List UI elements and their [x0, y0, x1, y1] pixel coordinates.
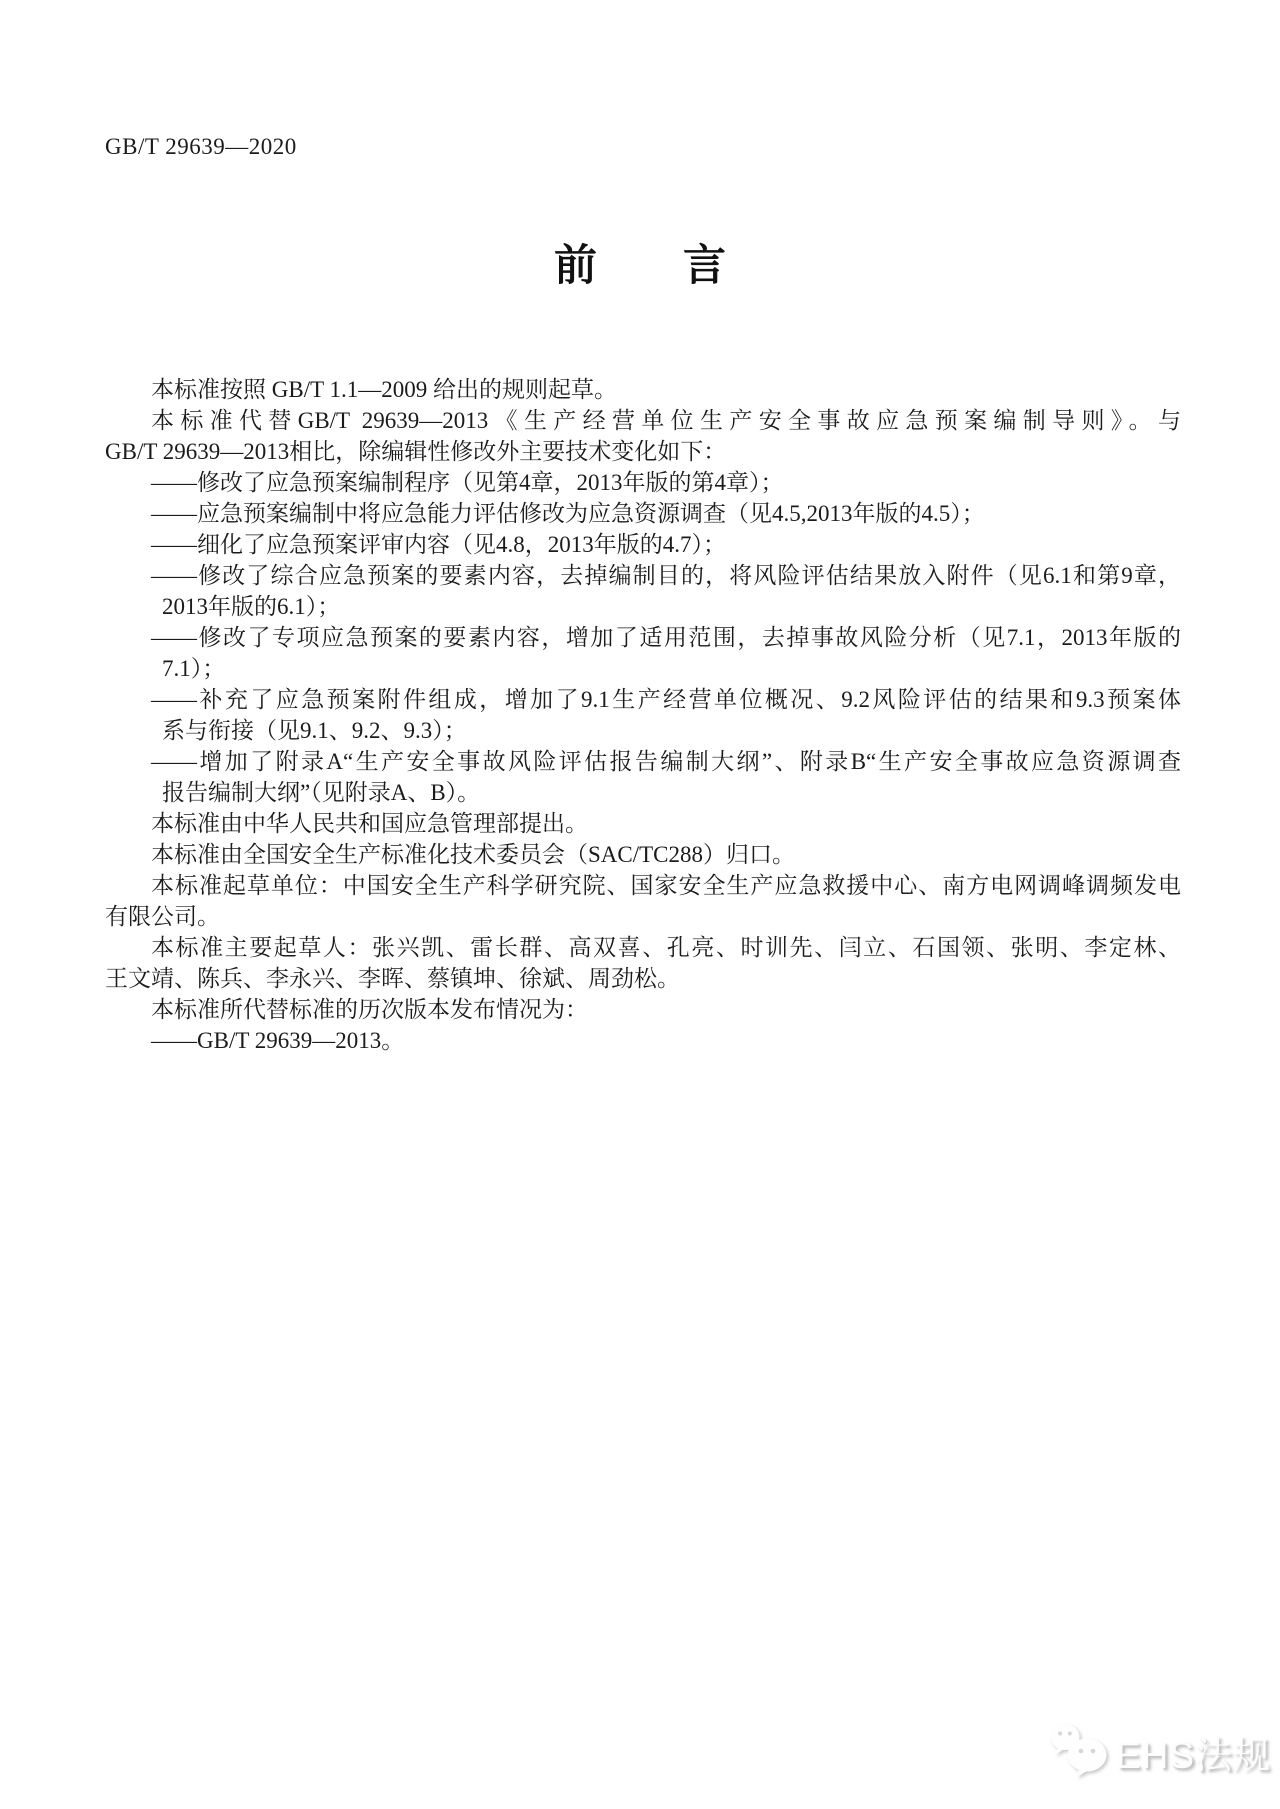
- text-line: 本标准由中华人民共和国应急管理部提出。: [151, 811, 588, 836]
- text-line: ——细化了应急预案评审内容（见4.8，2013年版的4.7）；: [151, 532, 726, 557]
- text-line: 本标准所代替标准的历次版本发布情况为：: [151, 997, 588, 1022]
- wechat-icon: [1048, 1718, 1110, 1785]
- watermark: [1048, 1718, 1271, 1785]
- text-line: ——补充了应急预案附件组成，增加了9.1生产经营单位概况、9.2风险评估的结果和9.3预案体: [151, 687, 1181, 712]
- text-line: 2013年版的6.1）；: [162, 594, 341, 619]
- text-line: 本标准按照 GB/T 1.1—2009 给出的规则起草。: [151, 377, 617, 402]
- text-line: 有限公司。: [105, 904, 220, 929]
- text-line: 王文靖、陈兵、李永兴、李晖、蔡镇坤、徐斌、周劲松。: [105, 966, 680, 991]
- watermark-label: EHS法规: [1116, 1734, 1272, 1776]
- text-line: 7.1）；: [162, 656, 226, 681]
- page-title: 前 言: [554, 242, 726, 290]
- text-line: ——GB/T 29639—2013。: [151, 1028, 405, 1053]
- text-line: 本标准由全国安全生产标准化技术委员会（SAC/TC288）归口。: [151, 842, 796, 867]
- body-text: [105, 374, 1181, 1056]
- text-line: ——修改了应急预案编制程序（见第4章，2013年版的第4章）；: [151, 470, 784, 495]
- text-line: 报告编制大纲”（见附录A、B）。: [162, 780, 481, 805]
- text-line: 本标准起草单位：中国安全生产科学研究院、国家安全生产应急救援中心、南方电网调峰调频发电: [151, 873, 1181, 898]
- text-line: ——修改了专项应急预案的要素内容，增加了适用范围，去掉事故风险分析（见7.1，2013年版的: [151, 625, 1181, 650]
- standard-number: GB/T 29639—2020: [105, 134, 297, 159]
- text-line: 本标准代替GB/T 29639—2013《生产经营单位生产安全事故应急预案编制导则》。与: [151, 408, 1181, 433]
- text-line: 系与衔接（见9.1、9.2、9.3）；: [162, 718, 467, 743]
- text-line: 本标准主要起草人：张兴凯、雷长群、高双喜、孔亮、时训先、闫立、石国领、张明、李定林、: [151, 935, 1181, 960]
- text-line: ——增加了附录A“生产安全事故风险评估报告编制大纲”、附录B“生产安全事故应急资源调查: [151, 749, 1181, 774]
- text-line: ——应急预案编制中将应急能力评估修改为应急资源调查（见4.5,2013年版的4.5）；: [151, 501, 985, 526]
- text-line: ——修改了综合应急预案的要素内容，去掉编制目的，将风险评估结果放入附件（见6.1和第9章，: [151, 563, 1181, 588]
- text-line: GB/T 29639—2013相比，除编辑性修改外主要技术变化如下：: [105, 439, 727, 464]
